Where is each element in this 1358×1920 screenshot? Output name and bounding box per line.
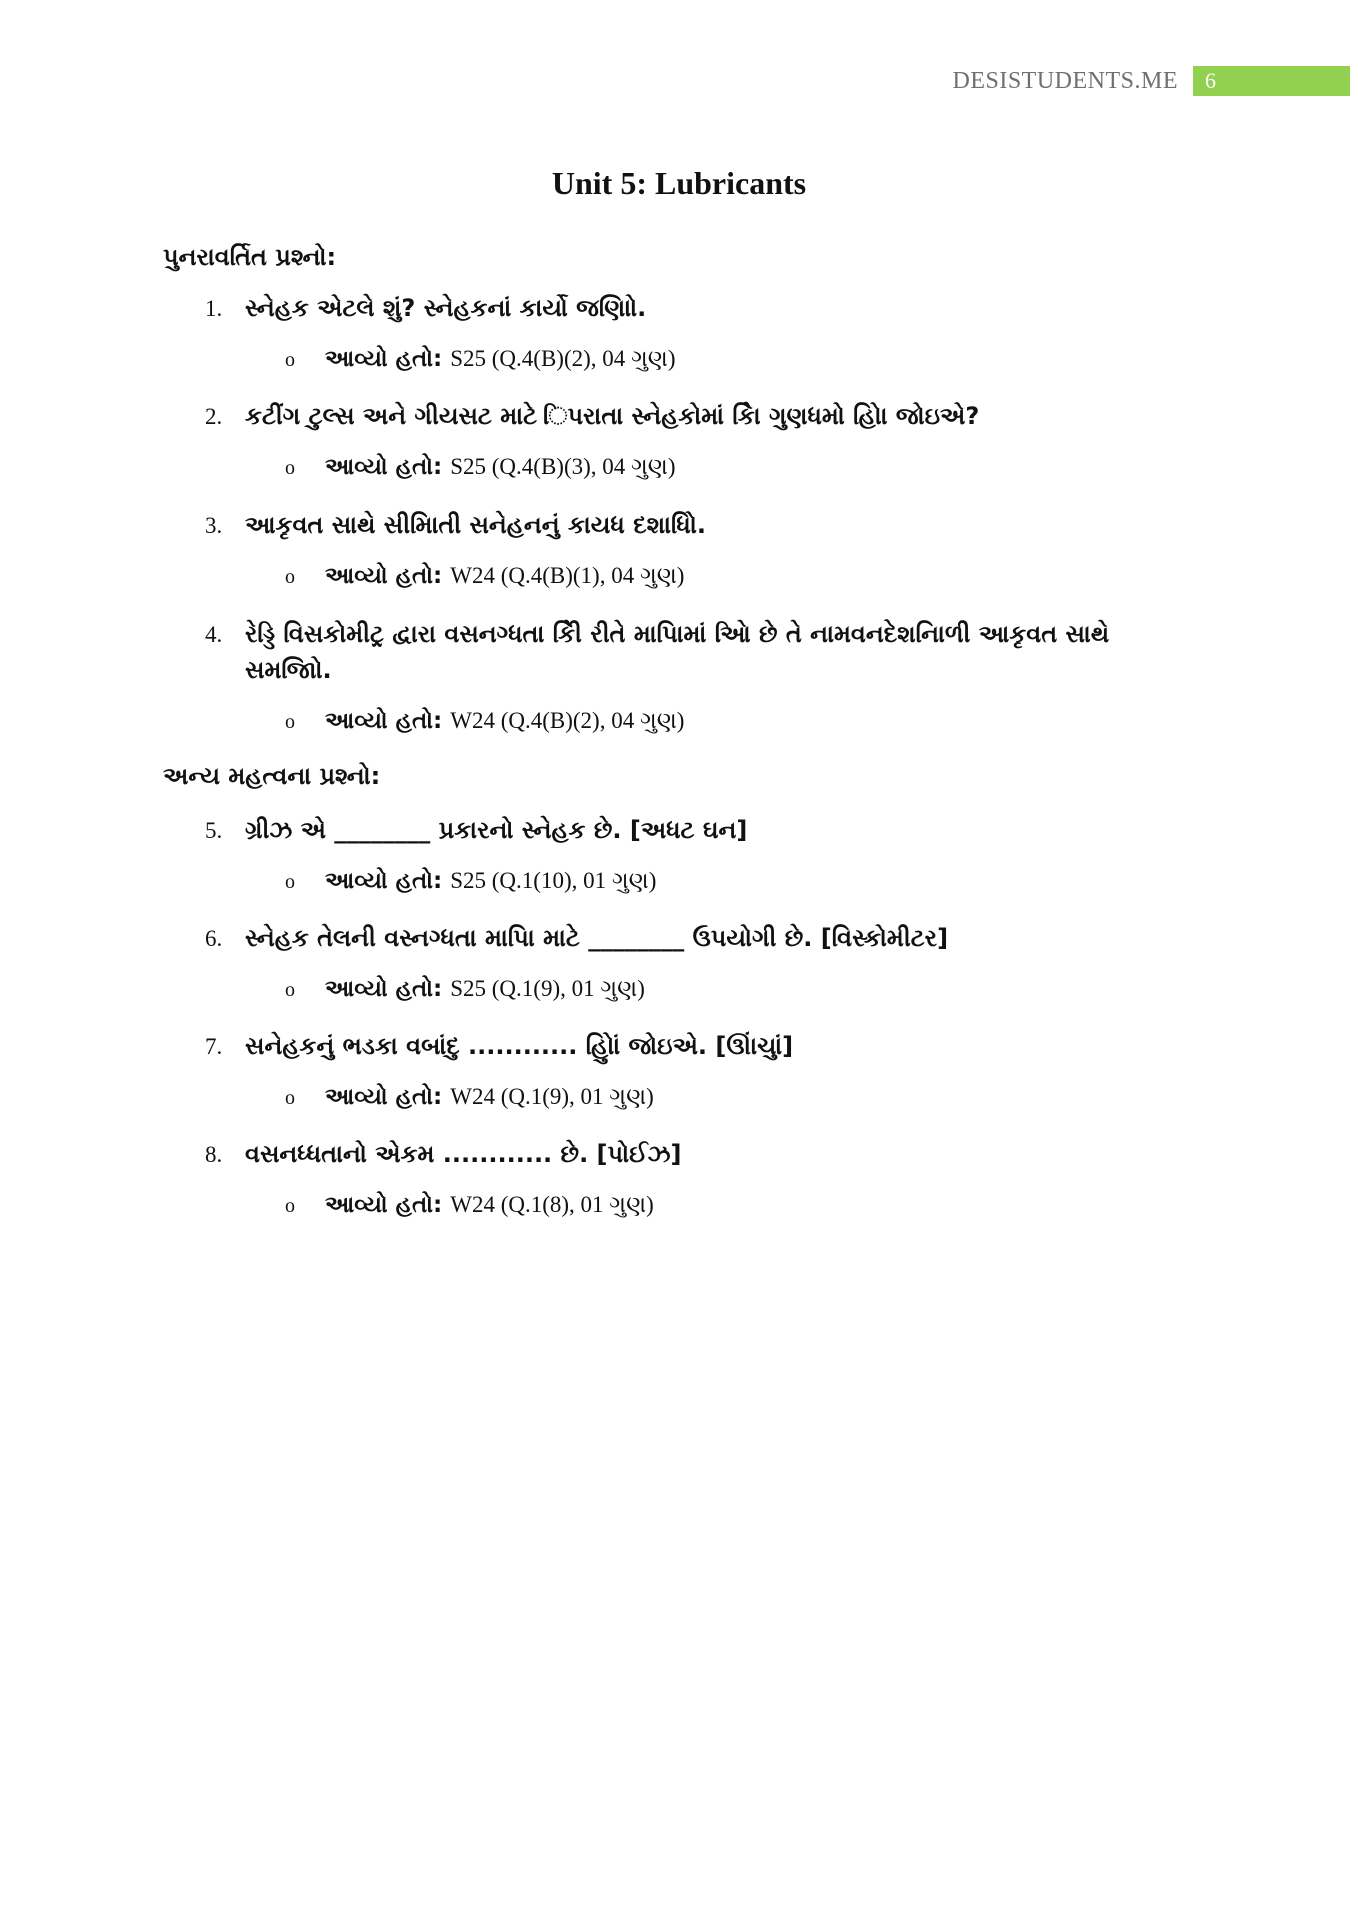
question-source (285, 708, 684, 734)
question-text: આકૃવત સાથે સીમાિતી સનેહનનું કાયધ દશાધિો. (245, 511, 706, 539)
question-number: 5. (205, 818, 223, 843)
question-item (205, 507, 1238, 543)
question-text: ગ્રીઝ એ ________ પ્રકારનો સ્નેહક છે. [અધટ ઘન] (245, 816, 748, 844)
source-label: આવ્યો હતો: (325, 976, 443, 1002)
question-number: 2. (205, 404, 223, 429)
source-value: W24 (Q.4(B)(2), 04 ગુણ) (450, 708, 685, 733)
question-text: વસનધ્ધતાનો એકમ ............ છે. [પોઈઝ] (245, 1140, 682, 1168)
question-text: રેડ્ડિ વિસકોમીટ્ર દ્વારા વસનગ્ધતા કેિી રીતે માપિામાં આિે છે તે નામવનદેશનિાળી આકૃવત સાથે સમજાિો. (245, 620, 1110, 684)
question-source (285, 976, 645, 1002)
page-number-badge: 6 (1193, 66, 1350, 96)
question-number: 3. (205, 513, 223, 538)
bullet-icon: o (285, 457, 295, 479)
question-number: 7. (205, 1034, 223, 1059)
bullet-icon: o (285, 1087, 295, 1109)
question-text: કટીંગ ટુલ્સ અને ગીયસટ માટે િપરાતા સ્નેહકોમાં કેિા ગુણધમો હોિા જોઇએ? (245, 402, 980, 430)
bullet-icon: o (285, 566, 295, 588)
question-item (205, 616, 1238, 688)
question-source (285, 563, 684, 589)
section-heading-repeated: પુનરાવર્તિત પ્રશ્નો: (163, 243, 337, 271)
question-item (205, 920, 1238, 956)
source-label: આવ્યો હતો: (325, 454, 443, 480)
question-source (285, 868, 656, 894)
source-label: આવ્યો હતો: (325, 868, 443, 894)
bullet-icon: o (285, 871, 295, 893)
question-number: 6. (205, 926, 223, 951)
question-item (205, 290, 1238, 326)
bullet-icon: o (285, 349, 295, 371)
question-item (205, 812, 1238, 848)
source-label: આવ્યો હતો: (325, 1084, 443, 1110)
question-number: 8. (205, 1142, 223, 1167)
bullet-icon: o (285, 979, 295, 1001)
source-label: આવ્યો હતો: (325, 563, 443, 589)
question-source (285, 1192, 654, 1218)
question-item (205, 398, 1238, 434)
question-source (285, 1084, 654, 1110)
question-item (205, 1028, 1238, 1064)
source-value: S25 (Q.4(B)(2), 04 ગુણ) (450, 346, 676, 371)
bullet-icon: o (285, 1195, 295, 1217)
source-value: S25 (Q.1(9), 01 ગુણ) (450, 976, 645, 1001)
page-title: Unit 5: Lubricants (551, 165, 807, 201)
question-text: સ્નેહક એટલે શું? સ્નેહકનાં કાર્યો જણાિો. (245, 294, 647, 322)
section-heading-other: અન્ય મહત્વના પ્રશ્નો: (163, 762, 381, 790)
question-number: 1. (205, 296, 223, 321)
source-label: આવ્યો હતો: (325, 708, 443, 734)
source-label: આવ્યો હતો: (325, 346, 443, 372)
question-item (205, 1136, 1238, 1172)
source-value: W24 (Q.4(B)(1), 04 ગુણ) (450, 563, 685, 588)
question-source (285, 454, 676, 480)
source-value: S25 (Q.4(B)(3), 04 ગુણ) (450, 454, 676, 479)
source-value: W24 (Q.1(8), 01 ગુણ) (450, 1192, 654, 1217)
source-value: S25 (Q.1(10), 01 ગુણ) (450, 868, 657, 893)
source-value: W24 (Q.1(9), 01 ગુણ) (450, 1084, 654, 1109)
question-text: સનેહકનું ભડકા વબાંદુ ............ હોિુાં જોઇએ. [ઊાંચુાં] (245, 1032, 794, 1060)
question-text: સ્નેહક તેલની વસ્નગ્ધતા માપિા માટે ________ ઉપયોગી છે. [વિસ્કોમીટર] (245, 924, 949, 952)
bullet-icon: o (285, 711, 295, 733)
source-label: આવ્યો હતો: (325, 1192, 443, 1218)
site-name: DESISTUDENTS.ME (952, 68, 1178, 94)
question-source (285, 346, 676, 372)
question-number: 4. (205, 622, 223, 647)
